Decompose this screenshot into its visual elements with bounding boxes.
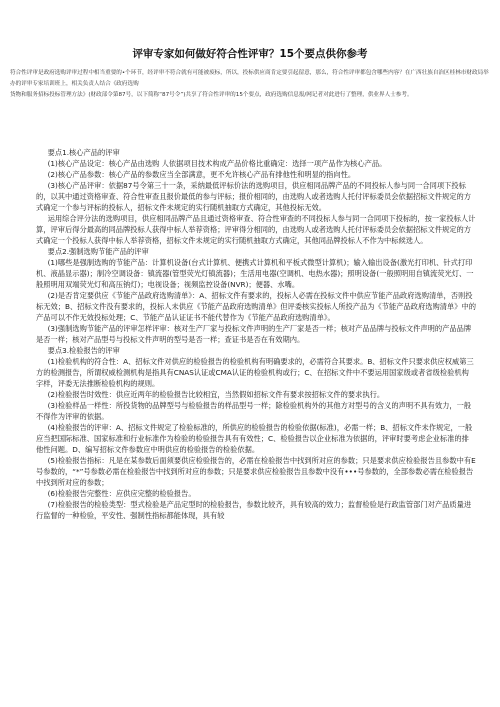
body-paragraph: 运用综合评分法的选购项目，供应相同品牌产品且通过资格审查、符合性审查的不同投标人参与同一合同项下投标的，按一家投标人计算，评审后得分最高的同品牌投标人获得中标人举荐资格；评审得分相同的，由选购人或者选购人托付评标委员会依据招标文件规定的方式确定一个投标人获得中标人举荐资格，招标文件未规定的实行随机抽取方式确定，其他同品牌投标人不作为中标候选人。 (36, 214, 476, 245)
body-paragraph: (4)检验报告的评审：A、招标文件规定了检验标准的，所供应的检验报告的检验依据(标准)，必需一样；B、招标文件未作规定，一般应当把国际标准、国家标准和行业标准作为检验的检验报告具有有效性；C、检验报告以企业标准为依据的，评审时要考虑企业标准的排他性问题。D、编写招标文件参数应中明供应的检验报告的检验依据。 (36, 423, 473, 454)
body-paragraph: (2)核心产品参数：核心产品的参数应当全部满意，更不允许核心产品有排他性和明显的指向性。 (47, 170, 356, 179)
body-paragraph: (2)检验报告时效性：供应近两年的检验报告比较相宜，当然假如招标文件有要求按招标文件的要求执行。 (47, 390, 385, 399)
body-paragraph: (3)强制选购节能产品的评审怎样评审：核对生产厂家与投标文件声明的生产厂家是否一样；核对产品品牌与投标文件声明的产品品牌是否一样；核对产品型号与投标文件声明的型号是否一样；查证书是否在有效期内。 (36, 324, 472, 344)
body-paragraph: (1)核心产品设定：核心产品由选购 人依据项目技术构成产品价格比重确定：选择一项产品作为核心产品。 (47, 159, 387, 168)
body-paragraph: (3)检验样品一样性：所投货物的品牌型号与检验报告的样品型号一样；除检验机构外的其他方对型号的含义的声明不具有效力，一般不得作为评审的依据。 (36, 401, 472, 421)
document-body (36, 147, 476, 521)
intro-paragraph: 货物和服务招标投标管理方法》(财政部令第87号，以下简称“87号令”)共享了符合性评审的15个要点，政府选购信息报/网记者对此进行了整理，供业界人士参考。 (10, 92, 413, 98)
intro-paragraph: 符合性评审是政府选购评审过程中相当重要的•个环节，经评审不符合就有可能被废标，所以，投标供应商肯定要引起留意，那么，符合性评审都包含哪些内容？在广西壮族自治区桂林市财政局举办的评审专家培训班上，相关负责人结合《政府选购 (10, 70, 489, 87)
document-title: 评审专家如何做好符合性评审？15个要点供你参考 (132, 48, 368, 60)
body-paragraph: (1)哪些是强制选购的节能产品：计算机设备(台式计算机、便携式计算机和平板式微型计算机)；输入输出设备(激光打印机、针式打印机、液晶显示器)；制冷空调设备：镇流器(管型荧光灯镇流器)；生活用电器(空调机、电热水器)；照明设备(一般照明用自镇流荧光灯、一般照明用双端荧光灯和高压钠灯)；电视设备；视频监控设备(NVR)；便器、水嘴。 (36, 258, 474, 289)
section-heading: 要点1.核心产品的评审 (47, 148, 120, 157)
body-paragraph: (1)检验机构的符合性：A、招标文件对供应的检验报告的检验机构有明确要求的，必需符合其要求。B、招标文件只要求供应权威第三方的检测报告，所谓权威检测机构是指具有CNAS认证或CMA认证的检验机构或行；C、在招标文件中不要运用国家级或者省级检验机构字样，评委无法推断检验机构的规则。 (36, 357, 474, 388)
section-heading: 要点3.检验报告的评审 (47, 346, 120, 355)
body-paragraph: (5)检验报告指标：凡是在某参数后面须要供应检验报告的，必需在检验报告中找到所对应的参数；只是要求供应检验报告且参数中有E号参数的，“*”号参数必需在检验报告中找到所对应的参数；只是要求供应检验报告且参数中没有•••号参数的，全部参数必需在检验报告中找到所对应的参数； (36, 456, 476, 487)
body-paragraph: (3)核心产品评审：依据87号令第三十一条，采纳最低评标价法的选购项目，供应相同品牌产品的不同投标人参与同一合同项下投标的，以其中通过资格审查、符合性审查且报价最低的参与评标；报价相同的，由选购人或者选购人托付评标委员会依据招标文件规定的方式确定一个参与评标的投标人，招标文件未规定的实行随机抽取方式确定，其他投标无效。 (36, 181, 472, 212)
body-paragraph: (7)检验报告的检验类型：型式检验是产品定型时的检验报告，参数比较齐，具有较高的效力；监督检验是行政监管部门对产品质量进行监督的一种检验，平安性、强制性指标都能体现，具有较 (36, 500, 472, 520)
body-paragraph: (2)是否肯定要供应《节能产品政府选购清单》：A、招标文件有要求的，投标人必需在投标文件中供应节能产品政府选购清单，否则投标无效；B、招标文件没有要求的，投标人未供应《节能产品政府选购清单》但评委核实投标人所投产品为《节能产品政府选购清单》中的产品可以不作无效投标处理；C、节能产品认证证书不能代替作为《节能产品政府选购清单》。 (36, 291, 476, 322)
section-heading: 要点2.强制选购节能产品的评审 (47, 247, 149, 256)
intro-section (10, 68, 490, 101)
body-paragraph: (6)检验报告完整性：应供应完整的检验报告。 (47, 489, 196, 498)
